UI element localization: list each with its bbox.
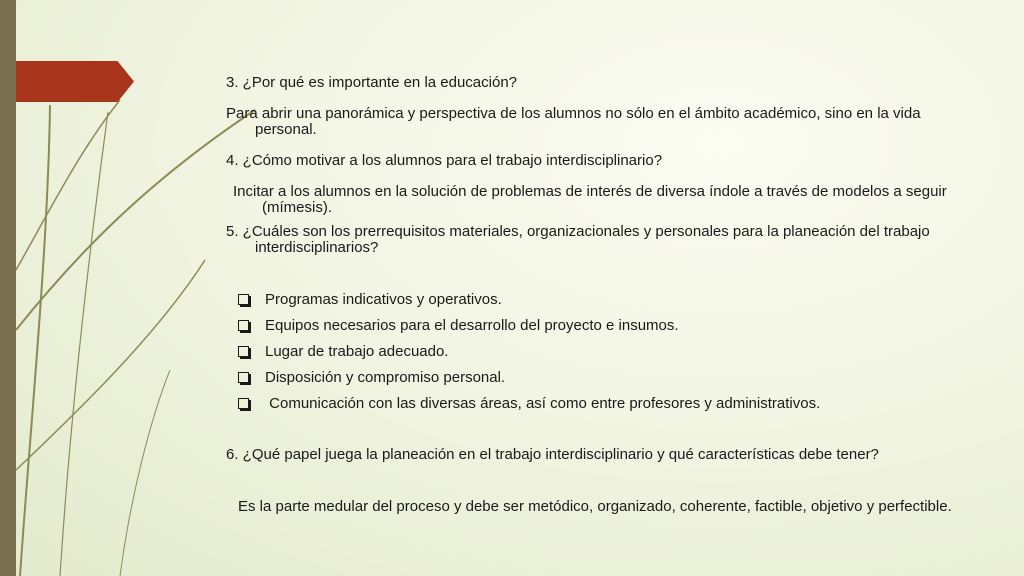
list-item: Equipos necesarios para el desarrollo del proyecto e insumos. — [238, 318, 679, 334]
question-4-title: 4. ¿Cómo motivar a los alumnos para el trabajo interdisciplinario? — [226, 152, 663, 169]
list-item: Disposición y compromiso personal. — [238, 370, 505, 386]
question-3-answer: Para abrir una panorámica y perspectiva de los alumnos no sólo en el ámbito académico, sino en la vida personal. — [226, 105, 921, 138]
question-5-title: 5. ¿Cuáles son los prerrequisitos materiales, organizacionales y personales para la planeación del trabajo interdisciplinarios? — [226, 223, 930, 256]
list-item: Lugar de trabajo adecuado. — [238, 344, 448, 360]
list-item: Programas indicativos y operativos. — [238, 292, 502, 308]
checkbox-bullet-icon — [238, 398, 249, 409]
list-item: Comunicación con las diversas áreas, así como entre profesores y administrativos. — [238, 396, 820, 412]
checkbox-bullet-icon — [238, 346, 249, 357]
checkbox-bullet-icon — [238, 294, 249, 305]
question-3-title: 3. ¿Por qué es importante en la educación? — [226, 74, 518, 91]
question-6-answer: Es la parte medular del proceso y debe ser metódico, organizado, coherente, factible, objetivo y perfectible. — [238, 498, 952, 515]
question-4-answer: Incitar a los alumnos en la solución de problemas de interés de diversa índole a través de modelos a seguir (mímesis). — [233, 183, 947, 216]
checkbox-bullet-icon — [238, 372, 249, 383]
question-6-title: 6. ¿Qué papel juega la planeación en el trabajo interdisciplinario y qué características debe tener? — [226, 446, 879, 463]
checkbox-bullet-icon — [238, 320, 249, 331]
